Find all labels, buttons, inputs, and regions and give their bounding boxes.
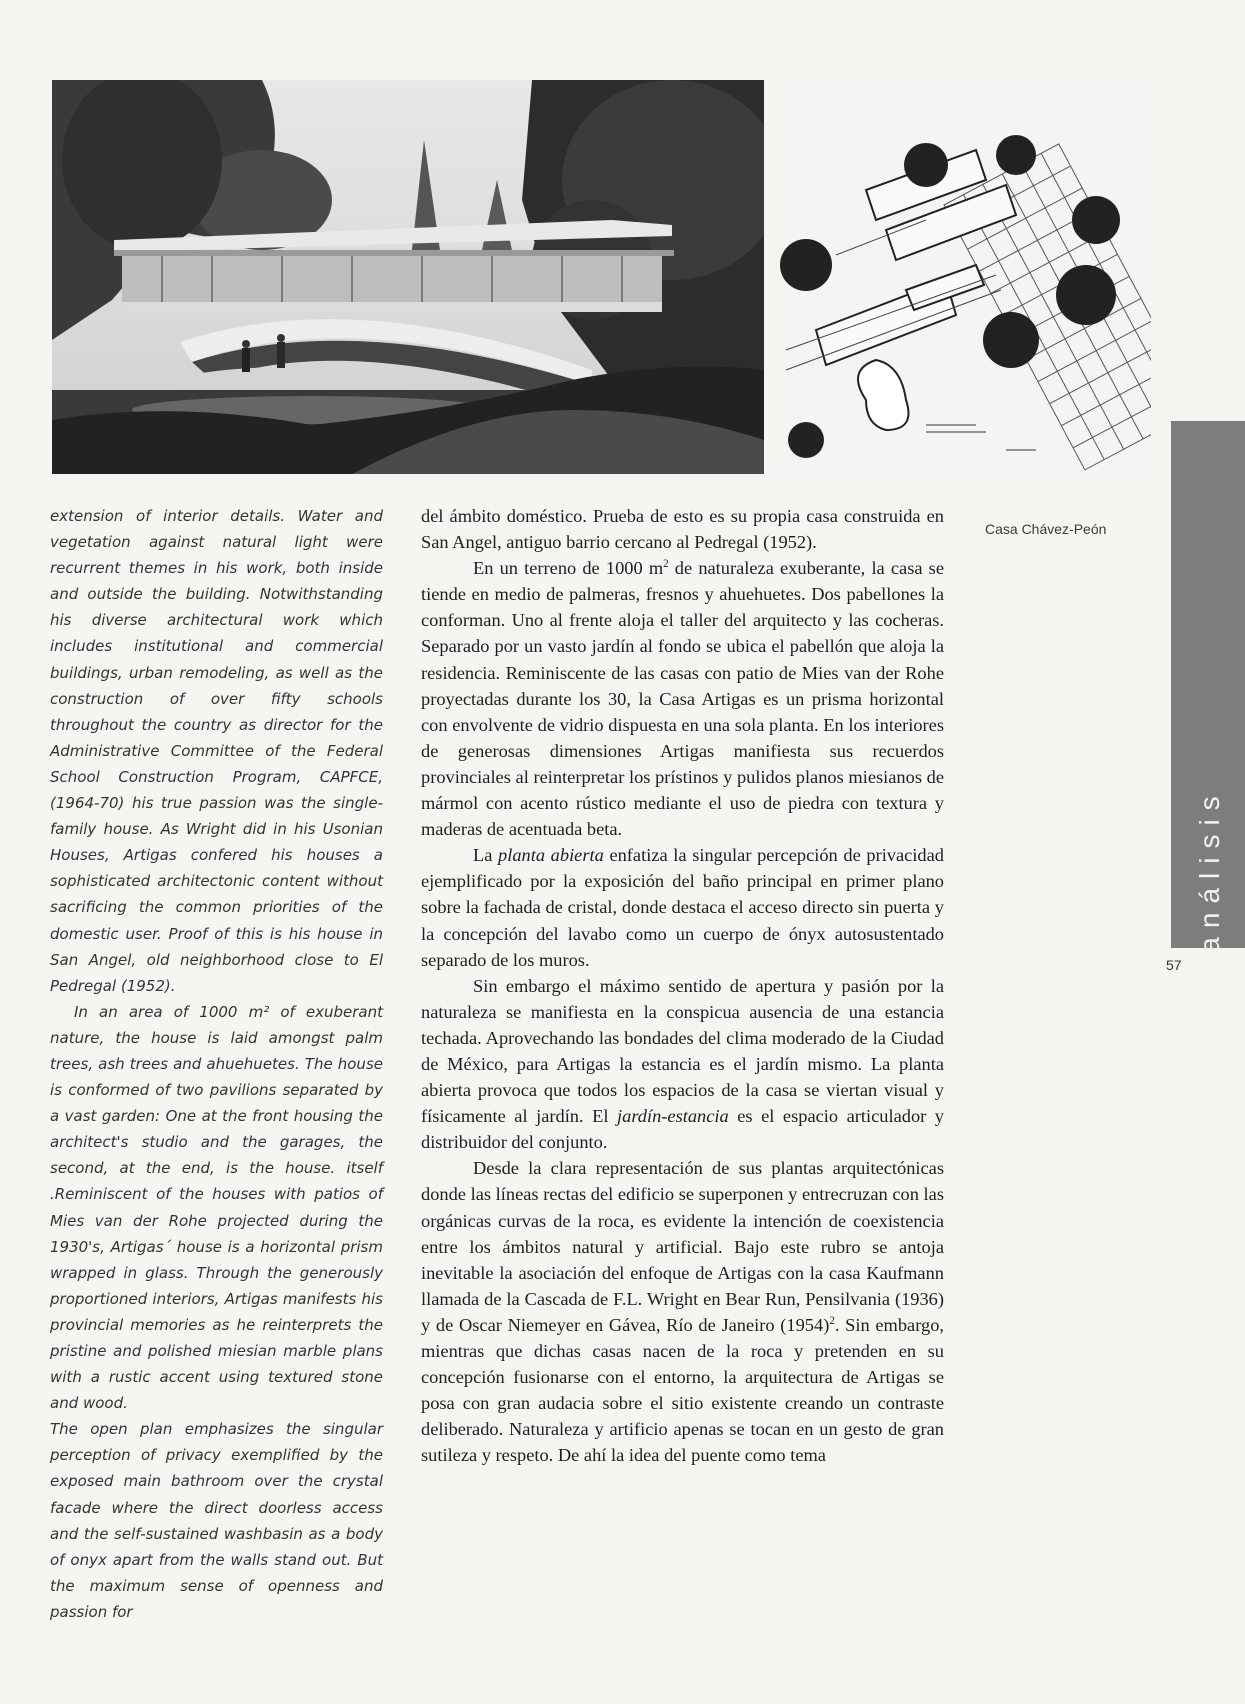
spanish-paragraph-4 [421,973,944,1156]
text-run: es el espacio articulador y distribuidor del conjunto. [421,1106,945,1153]
english-paragraph-2: In an area of 1000 m² of exuberant nature, the house is laid amongst palm trees, ash trees and ahuehuetes. The house is conformed of two pavilions separated by a vast garden: One at the front housing the architect's studio and the garages, the second, at the end, is the house. itself .Reminiscent of the houses with patios of Mies van der Rohe projected during the 1930's, Artigas´ house is a horizontal prism wrapped in glass. Through the generously proportioned interiors, Artigas manifests his provincial memories as he reinterprets the pristine and polished miesian marble plans with a rustic accent using textured stone and wood. [50,1002,383,1413]
photo-caption: Casa Chávez-Peón [985,521,1107,537]
text-run: enfatiza la singular percepción de privacidad ejemplificado por la exposición del baño principal en primer plano sobre la fachada de cristal, donde destaca el acceso directo sin puerta y la concepción del lavabo como un cuerpo de ónyx autosustentado separado de los muros. [421,845,944,970]
spanish-paragraph-1: del ámbito doméstico. Prueba de esto es su propia casa construida en San Angel, antiguo barrio cercano al Pedregal (1952). [421,506,944,553]
text-run: Sin embargo el máximo sentido de apertura y pasión por la naturaleza se manifiesta en la conspicua ausencia de una estancia techada. Aprovechando las bondades del clima moderado de la Ciudad de México, para Artigas la estancia es el jardín mismo. La planta abierta provoca que todos los espacios de la casa se viertan visual y físicamente al jardín. El [421,975,944,1127]
footnote-marker: 2 [829,1314,835,1327]
english-paragraph-3: The open plan emphasizes the singular perception of privacy exemplified by the exposed main bathroom over the crystal facade where the direct doorless access and the self-sustained washbasin as a body of onyx apart from the walls stand out. But the maximum sense of openness and passion for [50,1420,383,1621]
section-tab-label: análisis [1194,787,1225,953]
english-paragraph-1: extension of interior details. Water and vegetation against natural light were recurrent themes in his work, both inside and outside the building. Notwithstanding his diverse architectural work which includes institutional and commercial buildings, urban remodeling, as well as the construction of over fifty schools throughout the country as director for the Administrative Committee of the Federal School Construction Program, CAPFCE, (1964-70) his true passion was the single-family house. As Wright did in his Usonian Houses, Artigas confered his houses a sophisticated architectonic content without sacrificing the common priorities of the domestic user. Proof of this is his house in San Angel, old neighborhood close to El Pedregal (1952). [50,507,383,995]
superscript: 2 [663,558,669,571]
page-number: 57 [1166,957,1182,973]
emphasis: jardín-estancia [617,1106,729,1127]
text-run: La [473,845,499,866]
text-run: Desde la clara representación de sus plantas arquitectónicas donde las líneas rectas del edificio se superponen y entrecruzan con las orgánicas curvas de la roca, es evidente la intención de coexistencia entre los ámbitos natural y artificial. Bajo este rubro se antoja inevitable la asociación del enfoque de Artigas con la casa Kaufmann llamada de la Cascada de F.L. Wright en Bear Run, Pensilvania (1936) y de Oscar Niemeyer en Gávea, Río de Janeiro (1954) [421,1158,944,1335]
english-text-column [50,503,383,1625]
text-run: . Sin embargo, mientras que dichas casas nacen de la roca y pretenden en su concepción fusionarse con el entorno, la arquitectura de Artigas se posa con gran audacia sobre el sitio existente creando un contraste deliberado. Naturaleza y artificio apenas se tocan en un gesto de gran sutileza y respeto. De ahí la idea del puente como tema [421,1314,944,1466]
emphasis: planta abierta [498,845,604,866]
site-plan-drawing [776,80,1151,478]
text-run: En un terreno de 1000 m [473,558,664,579]
house-photo [52,80,764,474]
spanish-paragraph-3 [421,842,944,972]
spanish-paragraph-2 [421,555,944,842]
spanish-text-column [421,503,944,1468]
text-run: de naturaleza exuberante, la casa se tiende en medio de palmeras, fresnos y ahuehuetes. Dos pabellones la conforman. Uno al frente aloja el taller del arquitecto y las cocheras. Separado por un vasto jardín al fondo se ubica el pabellón que aloja la residencia. Reminiscente de las casas con patio de Mies van der Rohe proyectadas durante los 30, la Casa Artigas es un prisma horizontal con envolvente de vidrio dispuesta en una sola planta. En los interiores de generosas dimensiones Artigas manifiesta sus recuerdos provinciales al reinterpretar los prístinos y pulidos planos miesianos de mármol con acento rústico mediante el uso de piedra con textura y maderas de acentuada beta. [421,558,944,840]
spanish-paragraph-5 [421,1155,944,1468]
